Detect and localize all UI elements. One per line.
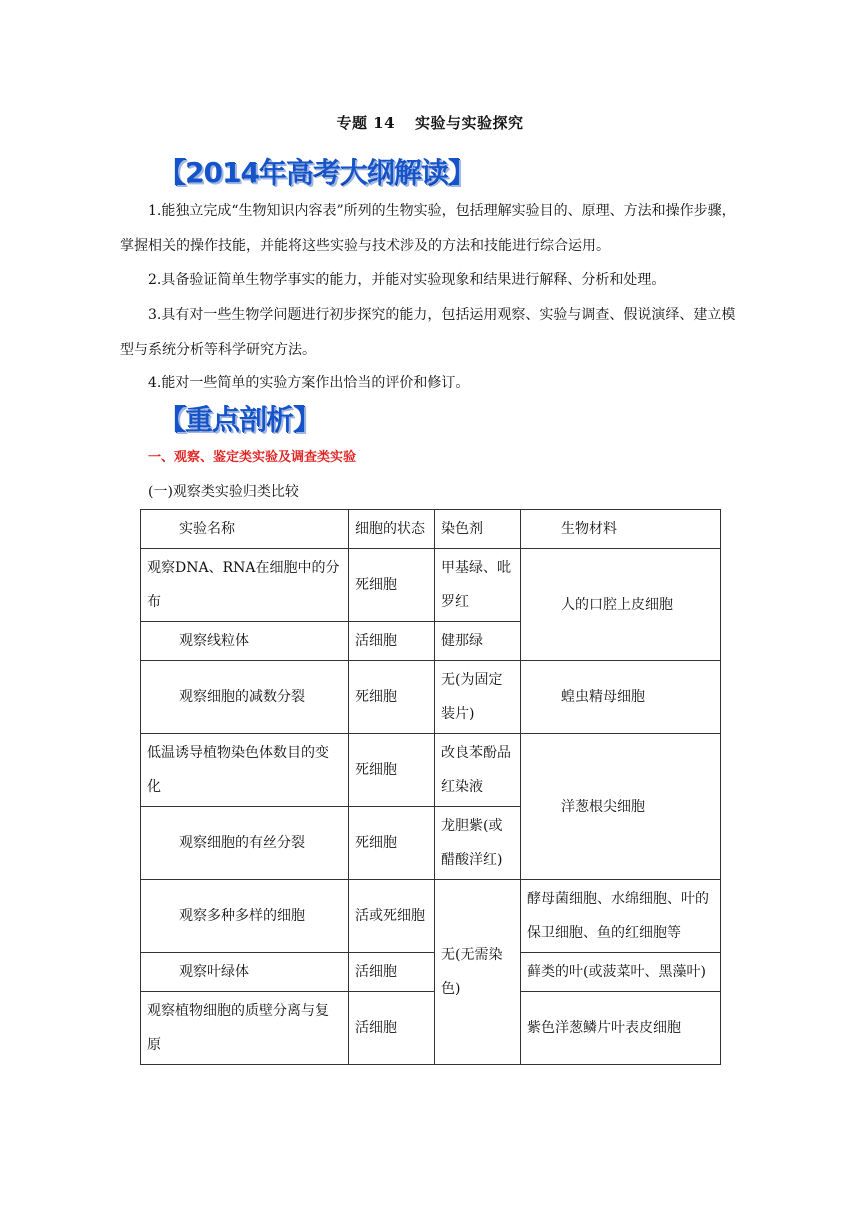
comparison-table	[140, 509, 721, 1065]
table-cell: 观察线粒体	[141, 622, 349, 661]
table-cell: 无(为固定装片)	[435, 661, 521, 734]
table-cell: 观察DNA、RNA在细胞中的分布	[141, 549, 349, 622]
table-cell: 人的口腔上皮细胞	[521, 549, 721, 661]
table-cell: 观察多种多样的细胞	[141, 880, 349, 953]
table-cell: 死细胞	[349, 734, 435, 807]
table-cell: 观察叶绿体	[141, 953, 349, 992]
table-header-cell: 实验名称	[141, 510, 349, 549]
subsection-heading: (一)观察类实验归类比较	[148, 484, 299, 500]
table-header-row	[141, 510, 721, 549]
table-cell: 改良苯酚品红染液	[435, 734, 521, 807]
banner-analysis: 【重点剖析】	[158, 403, 321, 436]
table-cell: 甲基绿、吡罗红	[435, 549, 521, 622]
table-cell: 健那绿	[435, 622, 521, 661]
table-row	[141, 880, 721, 953]
table-cell: 观察细胞的有丝分裂	[141, 807, 349, 880]
table-cell: 洋葱根尖细胞	[521, 734, 721, 880]
paragraph-1: 1.能独立完成“生物知识内容表”所列的生物实验，包括理解实验目的、原理、方法和操作步骤，掌握相关的操作技能，并能将这些实验与技术涉及的方法和技能进行综合运用。	[120, 203, 736, 254]
table-cell: 死细胞	[349, 807, 435, 880]
title-text: 实验与实验探究	[415, 114, 524, 132]
table-cell: 死细胞	[349, 549, 435, 622]
table-cell: 活细胞	[349, 953, 435, 992]
table-row	[141, 953, 721, 992]
paragraph-4: 4.能对一些简单的实验方案作出恰当的评价和修订。	[148, 375, 470, 391]
table-cell: 蝗虫精母细胞	[521, 661, 721, 734]
table-cell: 无(无需染色)	[435, 880, 521, 1065]
table-row	[141, 734, 721, 807]
table-cell: 低温诱导植物染色体数目的变化	[141, 734, 349, 807]
banner-outline: 【2014年高考大纲解读】	[158, 156, 475, 189]
paragraph-3: 3.具有对一些生物学问题进行初步探究的能力，包括运用观察、实验与调查、假说演绎、建立模型与系统分析等科学研究方法。	[120, 307, 736, 358]
page-title	[0, 112, 860, 133]
table-cell: 酵母菌细胞、水绵细胞、叶的保卫细胞、鱼的红细胞等	[521, 880, 721, 953]
table-cell: 活或死细胞	[349, 880, 435, 953]
paragraph-2: 2.具备验证简单生物学事实的能力，并能对实验现象和结果进行解释、分析和处理。	[148, 272, 666, 288]
table-header-cell: 细胞的状态	[349, 510, 435, 549]
table-cell: 龙胆紫(或醋酸洋红)	[435, 807, 521, 880]
table-cell: 紫色洋葱鳞片叶表皮细胞	[521, 992, 721, 1065]
table-header-cell: 染色剂	[435, 510, 521, 549]
table-cell: 藓类的叶(或菠菜叶、黑藻叶)	[521, 953, 721, 992]
table-row	[141, 661, 721, 734]
table-cell: 活细胞	[349, 622, 435, 661]
title-number: 专题 14	[336, 114, 396, 132]
table-row	[141, 549, 721, 622]
table-header-cell: 生物材料	[521, 510, 721, 549]
table-row	[141, 992, 721, 1065]
table-cell: 观察植物细胞的质壁分离与复原	[141, 992, 349, 1065]
section-heading: 一、观察、鉴定类实验及调查类实验	[148, 450, 357, 465]
table-cell: 死细胞	[349, 661, 435, 734]
table-cell: 活细胞	[349, 992, 435, 1065]
table-cell: 观察细胞的减数分裂	[141, 661, 349, 734]
